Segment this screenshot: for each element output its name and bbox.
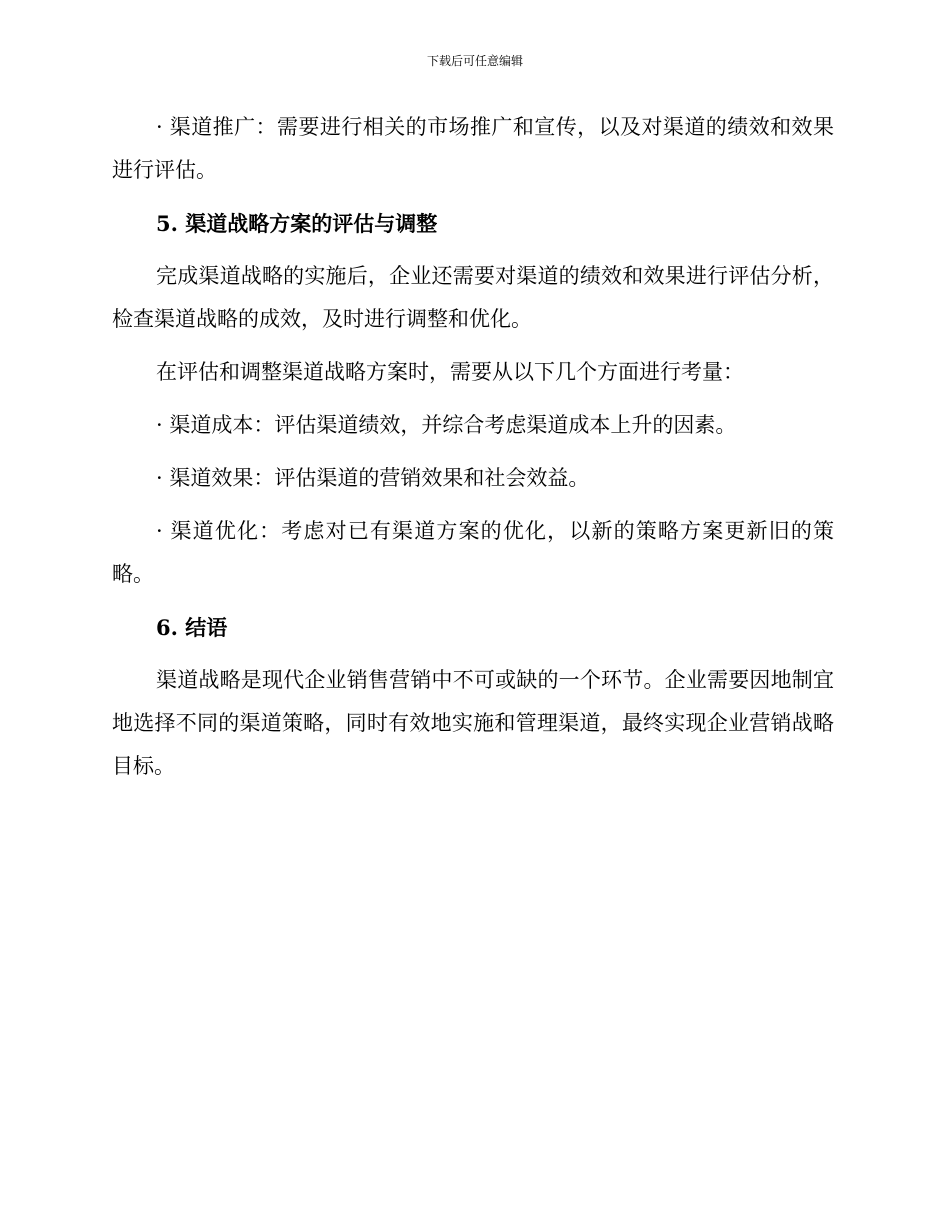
- bullet-channel-promotion: · 渠道推广：需要进行相关的市场推广和宣传，以及对渠道的绩效和效果进行评估。: [112, 115, 834, 182]
- document-body: [112, 106, 834, 788]
- section-heading-5: 5. 渠道战略方案的评估与调整: [156, 211, 438, 236]
- paragraph-evaluation-intro: 完成渠道战略的实施后，企业还需要对渠道的绩效和效果进行评估分析，检查渠道战略的成效，及时进行调整和优化。: [112, 264, 834, 331]
- bullet-channel-effect: · 渠道效果：评估渠道的营销效果和社会效益。: [156, 466, 590, 490]
- paragraph-conclusion: 渠道战略是现代企业销售营销中不可或缺的一个环节。企业需要因地制宜地选择不同的渠道策略，同时有效地实施和管理渠道，最终实现企业营销战略目标。: [112, 668, 834, 778]
- page-header: 下载后可任意编辑: [426, 54, 523, 68]
- bullet-channel-cost: · 渠道成本：评估渠道绩效，并综合考虑渠道成本上升的因素。: [156, 413, 737, 437]
- paragraph-evaluation-aspects: 在评估和调整渠道战略方案时，需要从以下几个方面进行考量：: [156, 360, 744, 384]
- bullet-channel-optimization: · 渠道优化：考虑对已有渠道方案的优化，以新的策略方案更新旧的策略。: [112, 519, 834, 586]
- section-heading-6: 6. 结语: [156, 615, 228, 640]
